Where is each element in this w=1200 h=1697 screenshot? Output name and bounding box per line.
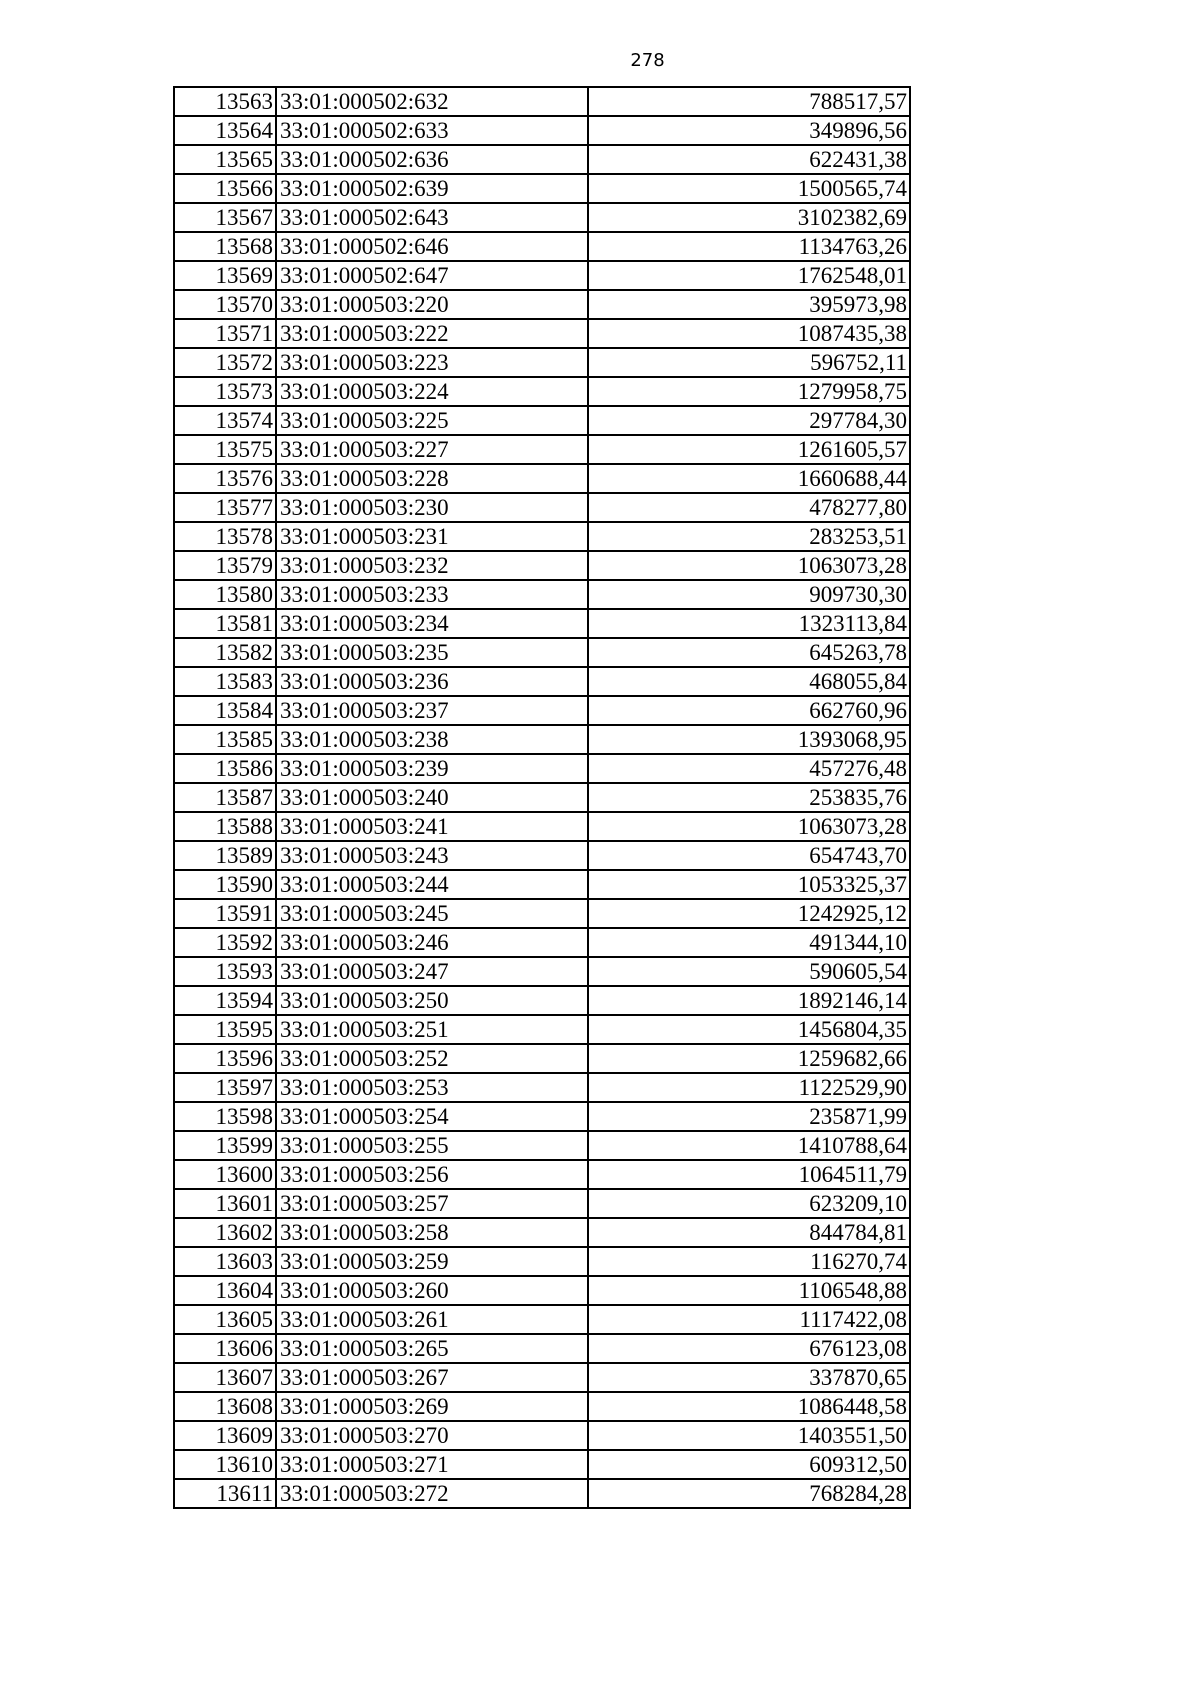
cadastral-value-cell: 235871,99 [588, 1102, 910, 1131]
cadastral-number-cell: 33:01:000503:261 [276, 1305, 588, 1334]
cadastral-value-cell: 645263,78 [588, 638, 910, 667]
page-number: 278 [630, 50, 665, 71]
row-number-cell: 13607 [174, 1363, 276, 1392]
cadastral-number-cell: 33:01:000503:223 [276, 348, 588, 377]
table-row [174, 1421, 910, 1450]
cadastral-number-cell: 33:01:000503:233 [276, 580, 588, 609]
cadastral-number-cell: 33:01:000503:237 [276, 696, 588, 725]
row-number-cell: 13576 [174, 464, 276, 493]
cadastral-value-cell: 253835,76 [588, 783, 910, 812]
row-number-cell: 13565 [174, 145, 276, 174]
table-row [174, 348, 910, 377]
row-number-cell: 13591 [174, 899, 276, 928]
cadastral-value-cell: 478277,80 [588, 493, 910, 522]
cadastral-number-cell: 33:01:000503:241 [276, 812, 588, 841]
row-number-cell: 13598 [174, 1102, 276, 1131]
cadastral-number-cell: 33:01:000502:639 [276, 174, 588, 203]
cadastral-number-cell: 33:01:000503:254 [276, 1102, 588, 1131]
cadastral-value-cell: 1134763,26 [588, 232, 910, 261]
table-row [174, 1334, 910, 1363]
row-number-cell: 13594 [174, 986, 276, 1015]
cadastral-value-cell: 1279958,75 [588, 377, 910, 406]
row-number-cell: 13609 [174, 1421, 276, 1450]
table-row [174, 667, 910, 696]
cadastral-value-cell: 1456804,35 [588, 1015, 910, 1044]
cadastral-number-cell: 33:01:000503:244 [276, 870, 588, 899]
cadastral-value-cell: 909730,30 [588, 580, 910, 609]
cadastral-value-cell: 654743,70 [588, 841, 910, 870]
cadastral-value-cell: 349896,56 [588, 116, 910, 145]
table-row [174, 754, 910, 783]
cadastral-number-cell: 33:01:000503:228 [276, 464, 588, 493]
row-number-cell: 13587 [174, 783, 276, 812]
row-number-cell: 13601 [174, 1189, 276, 1218]
cadastral-number-cell: 33:01:000503:265 [276, 1334, 588, 1363]
cadastral-number-cell: 33:01:000503:256 [276, 1160, 588, 1189]
table-row [174, 522, 910, 551]
cadastral-value-cell: 297784,30 [588, 406, 910, 435]
row-number-cell: 13585 [174, 725, 276, 754]
cadastral-number-cell: 33:01:000503:222 [276, 319, 588, 348]
table-row [174, 1305, 910, 1334]
cadastral-number-cell: 33:01:000503:272 [276, 1479, 588, 1508]
row-number-cell: 13586 [174, 754, 276, 783]
row-number-cell: 13584 [174, 696, 276, 725]
table-row [174, 1218, 910, 1247]
cadastral-value-table [173, 86, 911, 1509]
row-number-cell: 13582 [174, 638, 276, 667]
cadastral-value-cell: 1762548,01 [588, 261, 910, 290]
cadastral-number-cell: 33:01:000503:225 [276, 406, 588, 435]
cadastral-number-cell: 33:01:000503:234 [276, 609, 588, 638]
cadastral-value-cell: 788517,57 [588, 87, 910, 116]
cadastral-value-cell: 662760,96 [588, 696, 910, 725]
cadastral-value-cell: 622431,38 [588, 145, 910, 174]
table-body [174, 87, 910, 1508]
table-row [174, 1479, 910, 1508]
table-row [174, 1015, 910, 1044]
cadastral-number-cell: 33:01:000503:230 [276, 493, 588, 522]
table-row [174, 870, 910, 899]
cadastral-value-cell: 457276,48 [588, 754, 910, 783]
cadastral-number-cell: 33:01:000503:269 [276, 1392, 588, 1421]
row-number-cell: 13606 [174, 1334, 276, 1363]
cadastral-number-cell: 33:01:000502:647 [276, 261, 588, 290]
cadastral-number-cell: 33:01:000503:259 [276, 1247, 588, 1276]
cadastral-value-cell: 590605,54 [588, 957, 910, 986]
row-number-cell: 13605 [174, 1305, 276, 1334]
row-number-cell: 13572 [174, 348, 276, 377]
cadastral-value-cell: 768284,28 [588, 1479, 910, 1508]
cadastral-value-cell: 468055,84 [588, 667, 910, 696]
row-number-cell: 13588 [174, 812, 276, 841]
cadastral-value-cell: 1117422,08 [588, 1305, 910, 1334]
row-number-cell: 13581 [174, 609, 276, 638]
row-number-cell: 13575 [174, 435, 276, 464]
cadastral-number-cell: 33:01:000502:643 [276, 203, 588, 232]
table-row [174, 1189, 910, 1218]
cadastral-value-cell: 676123,08 [588, 1334, 910, 1363]
row-number-cell: 13592 [174, 928, 276, 957]
cadastral-value-cell: 1892146,14 [588, 986, 910, 1015]
table-row [174, 290, 910, 319]
table-row [174, 1450, 910, 1479]
cadastral-value-cell: 491344,10 [588, 928, 910, 957]
cadastral-value-cell: 1660688,44 [588, 464, 910, 493]
row-number-cell: 13563 [174, 87, 276, 116]
row-number-cell: 13569 [174, 261, 276, 290]
row-number-cell: 13577 [174, 493, 276, 522]
table-row [174, 464, 910, 493]
table-row [174, 319, 910, 348]
cadastral-number-cell: 33:01:000503:236 [276, 667, 588, 696]
table-row [174, 899, 910, 928]
table-row [174, 1131, 910, 1160]
cadastral-value-cell: 1259682,66 [588, 1044, 910, 1073]
table-row [174, 725, 910, 754]
cadastral-number-cell: 33:01:000503:245 [276, 899, 588, 928]
table-row [174, 232, 910, 261]
cadastral-number-cell: 33:01:000502:636 [276, 145, 588, 174]
cadastral-value-cell: 1410788,64 [588, 1131, 910, 1160]
table-row [174, 696, 910, 725]
table-row [174, 928, 910, 957]
row-number-cell: 13611 [174, 1479, 276, 1508]
cadastral-number-cell: 33:01:000503:258 [276, 1218, 588, 1247]
row-number-cell: 13580 [174, 580, 276, 609]
cadastral-number-cell: 33:01:000503:220 [276, 290, 588, 319]
cadastral-value-cell: 1064511,79 [588, 1160, 910, 1189]
table-row [174, 609, 910, 638]
table-row [174, 580, 910, 609]
row-number-cell: 13590 [174, 870, 276, 899]
row-number-cell: 13573 [174, 377, 276, 406]
cadastral-number-cell: 33:01:000502:646 [276, 232, 588, 261]
cadastral-value-cell: 596752,11 [588, 348, 910, 377]
table-row [174, 203, 910, 232]
cadastral-value-cell: 283253,51 [588, 522, 910, 551]
table-row [174, 174, 910, 203]
cadastral-value-cell: 844784,81 [588, 1218, 910, 1247]
cadastral-value-cell: 1403551,50 [588, 1421, 910, 1450]
row-number-cell: 13564 [174, 116, 276, 145]
table-row [174, 841, 910, 870]
cadastral-value-cell: 116270,74 [588, 1247, 910, 1276]
row-number-cell: 13579 [174, 551, 276, 580]
cadastral-number-cell: 33:01:000503:232 [276, 551, 588, 580]
cadastral-number-cell: 33:01:000503:235 [276, 638, 588, 667]
cadastral-value-cell: 1500565,74 [588, 174, 910, 203]
cadastral-number-cell: 33:01:000503:243 [276, 841, 588, 870]
row-number-cell: 13600 [174, 1160, 276, 1189]
cadastral-value-cell: 623209,10 [588, 1189, 910, 1218]
cadastral-value-cell: 337870,65 [588, 1363, 910, 1392]
cadastral-value-cell: 1087435,38 [588, 319, 910, 348]
row-number-cell: 13566 [174, 174, 276, 203]
cadastral-number-cell: 33:01:000503:238 [276, 725, 588, 754]
table-row [174, 87, 910, 116]
cadastral-number-cell: 33:01:000503:267 [276, 1363, 588, 1392]
table-row [174, 1102, 910, 1131]
table-row [174, 783, 910, 812]
table-row [174, 1392, 910, 1421]
table-row [174, 1160, 910, 1189]
table-row [174, 377, 910, 406]
row-number-cell: 13602 [174, 1218, 276, 1247]
cadastral-number-cell: 33:01:000503:270 [276, 1421, 588, 1450]
row-number-cell: 13610 [174, 1450, 276, 1479]
cadastral-number-cell: 33:01:000503:250 [276, 986, 588, 1015]
table-row [174, 493, 910, 522]
cadastral-value-cell: 1323113,84 [588, 609, 910, 638]
table-row [174, 551, 910, 580]
row-number-cell: 13578 [174, 522, 276, 551]
cadastral-value-cell: 1106548,88 [588, 1276, 910, 1305]
cadastral-value-cell: 1261605,57 [588, 435, 910, 464]
cadastral-number-cell: 33:01:000503:252 [276, 1044, 588, 1073]
row-number-cell: 13570 [174, 290, 276, 319]
row-number-cell: 13589 [174, 841, 276, 870]
table-row [174, 406, 910, 435]
table-row [174, 986, 910, 1015]
cadastral-value-cell: 395973,98 [588, 290, 910, 319]
cadastral-number-cell: 33:01:000502:633 [276, 116, 588, 145]
row-number-cell: 13596 [174, 1044, 276, 1073]
cadastral-number-cell: 33:01:000503:253 [276, 1073, 588, 1102]
cadastral-number-cell: 33:01:000503:251 [276, 1015, 588, 1044]
table-row [174, 957, 910, 986]
cadastral-number-cell: 33:01:000503:246 [276, 928, 588, 957]
cadastral-number-cell: 33:01:000503:227 [276, 435, 588, 464]
table-row [174, 145, 910, 174]
row-number-cell: 13593 [174, 957, 276, 986]
cadastral-number-cell: 33:01:000503:257 [276, 1189, 588, 1218]
cadastral-value-cell: 1393068,95 [588, 725, 910, 754]
cadastral-number-cell: 33:01:000503:224 [276, 377, 588, 406]
cadastral-number-cell: 33:01:000503:260 [276, 1276, 588, 1305]
cadastral-value-cell: 1063073,28 [588, 812, 910, 841]
cadastral-number-cell: 33:01:000503:240 [276, 783, 588, 812]
cadastral-number-cell: 33:01:000503:255 [276, 1131, 588, 1160]
table-row [174, 435, 910, 464]
row-number-cell: 13604 [174, 1276, 276, 1305]
table-row [174, 1276, 910, 1305]
row-number-cell: 13567 [174, 203, 276, 232]
cadastral-number-cell: 33:01:000502:632 [276, 87, 588, 116]
cadastral-number-cell: 33:01:000503:271 [276, 1450, 588, 1479]
row-number-cell: 13608 [174, 1392, 276, 1421]
row-number-cell: 13571 [174, 319, 276, 348]
cadastral-value-cell: 1053325,37 [588, 870, 910, 899]
table-row [174, 261, 910, 290]
row-number-cell: 13583 [174, 667, 276, 696]
table-row [174, 116, 910, 145]
row-number-cell: 13595 [174, 1015, 276, 1044]
row-number-cell: 13568 [174, 232, 276, 261]
cadastral-number-cell: 33:01:000503:239 [276, 754, 588, 783]
table-row [174, 1247, 910, 1276]
table-row [174, 1044, 910, 1073]
table-row [174, 638, 910, 667]
cadastral-value-cell: 1086448,58 [588, 1392, 910, 1421]
cadastral-value-cell: 609312,50 [588, 1450, 910, 1479]
cadastral-number-cell: 33:01:000503:231 [276, 522, 588, 551]
cadastral-value-cell: 3102382,69 [588, 203, 910, 232]
cadastral-number-cell: 33:01:000503:247 [276, 957, 588, 986]
row-number-cell: 13599 [174, 1131, 276, 1160]
cadastral-value-cell: 1122529,90 [588, 1073, 910, 1102]
row-number-cell: 13597 [174, 1073, 276, 1102]
row-number-cell: 13574 [174, 406, 276, 435]
cadastral-value-cell: 1242925,12 [588, 899, 910, 928]
table-row [174, 812, 910, 841]
cadastral-value-cell: 1063073,28 [588, 551, 910, 580]
table-row [174, 1363, 910, 1392]
table-row [174, 1073, 910, 1102]
row-number-cell: 13603 [174, 1247, 276, 1276]
